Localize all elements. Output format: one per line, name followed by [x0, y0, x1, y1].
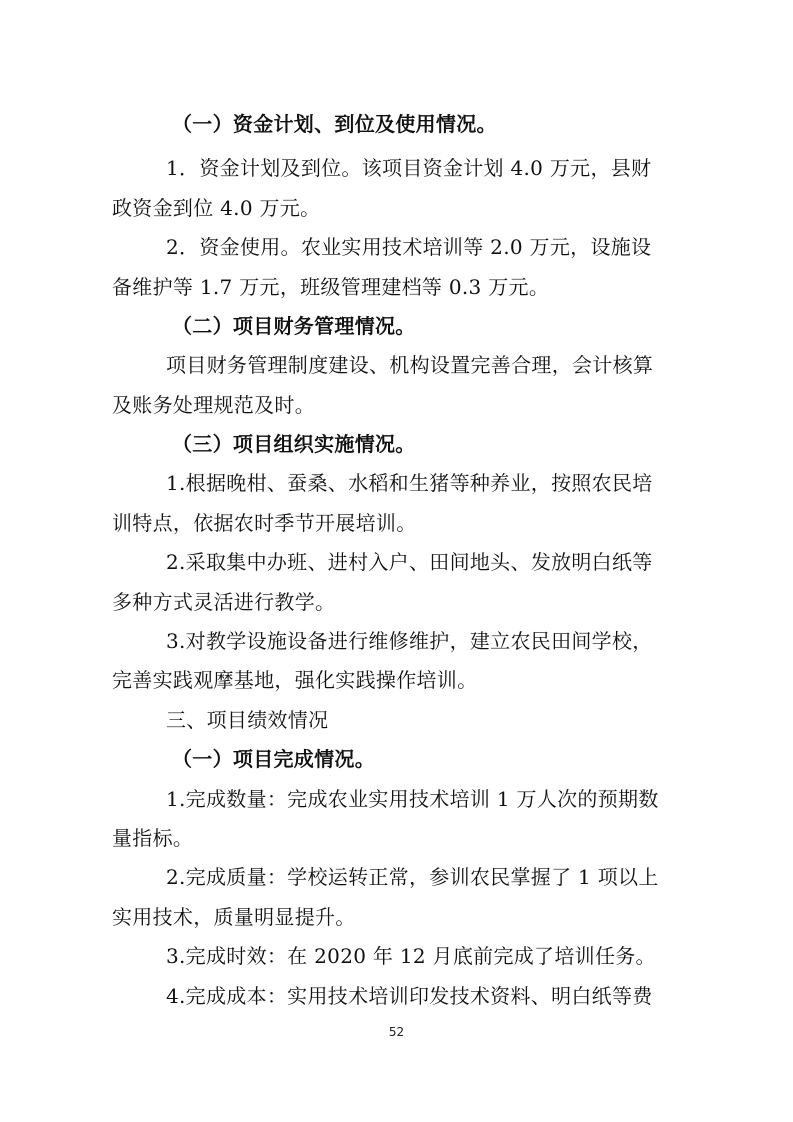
paragraph-line: 政资金到位 4.0 万元。	[112, 196, 321, 220]
chapter-heading-performance: 三、项目绩效情况	[166, 708, 329, 732]
section-heading-implementation: （三）项目组织实施情况。	[172, 432, 416, 456]
paragraph-line: 备维护等 1.7 万元，班级管理建档等 0.3 万元。	[112, 275, 550, 299]
section-heading-finance: （二）项目财务管理情况。	[172, 314, 416, 338]
paragraph-line: 多种方式灵活进行教学。	[112, 590, 336, 614]
paragraph-line: 量指标。	[112, 826, 194, 850]
paragraph-line: 2．资金使用。农业实用技术培训等 2.0 万元，设施设	[166, 235, 652, 259]
paragraph-line: 3.完成时效：在 2020 年 12 月底前完成了培训任务。	[166, 944, 656, 968]
section-heading-completion: （一）项目完成情况。	[172, 747, 375, 771]
section-heading-funding: （一）资金计划、到位及使用情况。	[172, 112, 497, 136]
paragraph-line: 2.采取集中办班、进村入户、田间地头、发放明白纸等	[166, 550, 653, 574]
paragraph-line: 项目财务管理制度建设、机构设置完善合理，会计核算	[166, 353, 654, 377]
paragraph-line: 2.完成质量：学校运转正常，参训农民掌握了 1 项以上	[166, 865, 659, 889]
paragraph-line: 3.对教学设施设备进行维修维护，建立农民田间学校，	[166, 629, 653, 653]
paragraph-line: 完善实践观摩基地，强化实践操作培训。	[112, 668, 478, 692]
paragraph-line: 及账务处理规范及时。	[112, 393, 315, 417]
paragraph-line: 1.完成数量：完成农业实用技术培训 1 万人次的预期数	[166, 787, 659, 811]
paragraph-line: 4.完成成本：实用技术培训印发技术资料、明白纸等费	[166, 984, 653, 1008]
paragraph-line: 1．资金计划及到位。该项目资金计划 4.0 万元，县财	[166, 156, 652, 180]
page-number: 52	[388, 1025, 405, 1039]
paragraph-line: 1.根据晚柑、蚕桑、水稻和生猪等种养业，按照农民培	[166, 471, 653, 495]
paragraph-line: 实用技术，质量明显提升。	[112, 905, 356, 929]
paragraph-line: 训特点，依据农时季节开展培训。	[112, 511, 417, 535]
